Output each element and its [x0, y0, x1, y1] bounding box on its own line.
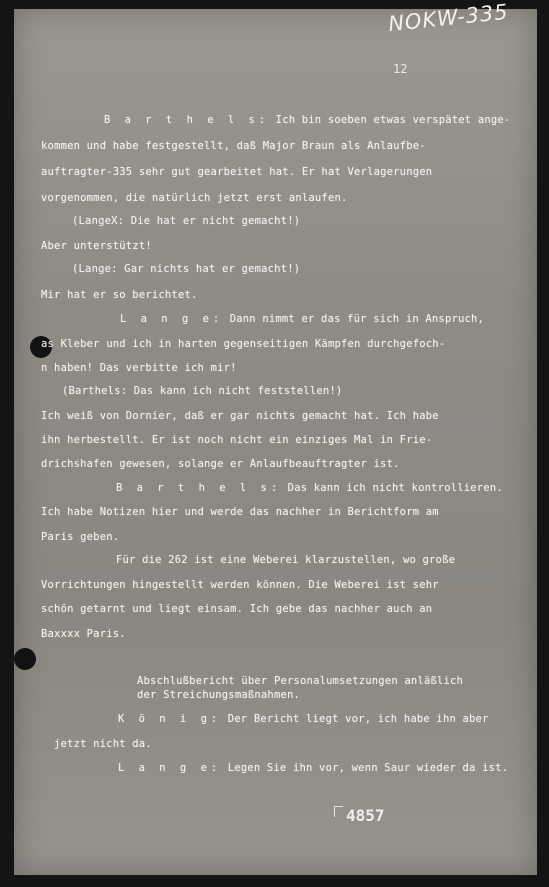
text-line: B a r t h e l s: Das kann ich nicht kontrollieren. — [116, 482, 503, 494]
text-line: (Lange: Gar nichts hat er gemacht!) — [72, 263, 301, 275]
text-line: L a n g e: Dann nimmt er das für sich in Anspruch, — [120, 313, 485, 325]
punch-hole-bottom — [14, 648, 36, 670]
text-line: Vorrichtungen hingestellt werden können. Die Weberei ist sehr — [41, 579, 439, 591]
page-number: 12 — [393, 62, 408, 76]
text-line: Baxxxx Paris. — [41, 628, 126, 640]
text-line: Ich weiß von Dornier, daß er gar nichts gemacht hat. Ich habe — [41, 410, 439, 422]
speaker-name: L a n g e: — [118, 762, 222, 774]
text-line: Ich habe Notizen hier und werde das nachher in Berichtform am — [41, 506, 439, 518]
text-line: ihn herbestellt. Er ist noch nicht ein einziges Mal in Frie- — [41, 434, 433, 446]
stamp-bracket — [334, 806, 343, 817]
text-line: Für die 262 ist eine Weberei klarzustellen, wo große — [116, 554, 456, 566]
text-line: kommen und habe festgestellt, daß Major Braun als Anlaufbe- — [41, 140, 426, 152]
text-line: (Barthels: Das kann ich nicht feststellen!) — [62, 385, 343, 397]
text-line: der Streichungsmaßnahmen. — [137, 689, 301, 701]
text-line: Mir hat er so berichtet. — [41, 289, 198, 301]
stamp-number: 4857 — [346, 806, 385, 825]
text-line: auftragter-335 sehr gut gearbeitet hat. Er hat Verlagerungen — [41, 166, 433, 178]
text-line: K ö n i g: Der Bericht liegt vor, ich habe ihn aber — [118, 713, 489, 725]
text-line: as Kleber und ich in harten gegenseitigen Kämpfen durchgefoch- — [41, 338, 446, 350]
text-line: L a n g e: Legen Sie ihn vor, wenn Saur wieder da ist. — [118, 762, 509, 774]
text-line: schön getarnt und liegt einsam. Ich gebe das nachher auch an — [41, 603, 433, 615]
text-line: drichshafen gewesen, solange er Anlaufbeauftragter ist. — [41, 458, 400, 470]
speaker-name: K ö n i g: — [118, 713, 222, 725]
speaker-name: L a n g e: — [120, 313, 224, 325]
text-line: n haben! Das verbitte ich mir! — [41, 362, 237, 374]
speaker-name: B a r t h e l s: — [104, 114, 270, 126]
speaker-name: B a r t h e l s: — [116, 482, 282, 494]
text-line: Paris geben. — [41, 531, 120, 543]
text-line: Abschlußbericht über Personalumsetzungen anläßlich — [137, 675, 464, 687]
text-line: Aber unterstützt! — [41, 240, 152, 252]
text-line: vorgenommen, die natürlich jetzt erst anlaufen. — [41, 192, 348, 204]
text-line: B a r t h e l s: Ich bin soeben etwas verspätet ange- — [104, 114, 511, 126]
text-line: jetzt nicht da. — [54, 738, 152, 750]
text-line: (LangeX: Die hat er nicht gemacht!) — [72, 215, 301, 227]
archive-mark: NOKW-335 — [387, 0, 510, 37]
